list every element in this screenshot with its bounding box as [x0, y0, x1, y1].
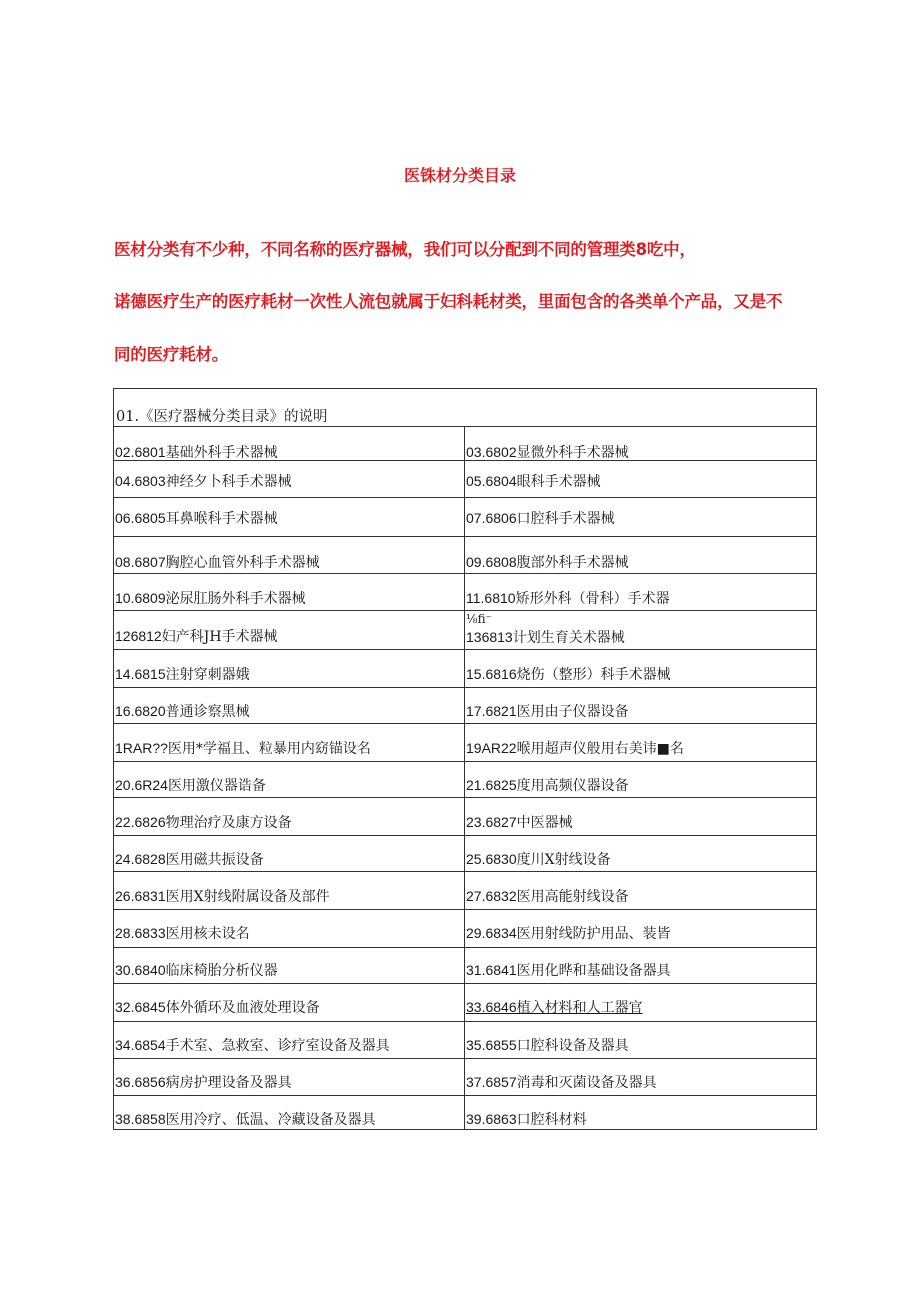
entry-name: 度用高频仪器设备 [516, 778, 629, 794]
entry-name: 手术室、急救室、诊疗室设备及器具 [165, 1038, 390, 1054]
entry-code: 33.6846 [466, 999, 517, 1015]
entry-code: 30.6840 [115, 962, 166, 978]
row-separator [114, 723, 816, 724]
catalog-entry-right [466, 1111, 587, 1128]
catalog-entry-right [466, 666, 671, 683]
entry-code: 14.6815 [115, 666, 166, 682]
row-separator [114, 761, 816, 762]
entry-name: 喉用超声仪般用右美讳■名 [516, 741, 684, 757]
catalog-entry-left [115, 851, 264, 868]
catalog-entry-left [115, 554, 320, 571]
entry-code: 22.6826 [115, 814, 166, 830]
entry-code: 04.6803 [115, 473, 166, 489]
catalog-entry-right [466, 740, 684, 757]
entry-name: 胸腔心血管外科手术器械 [165, 555, 320, 571]
entry-name: 眼科手术器械 [516, 474, 601, 490]
entry-code: 32.6845 [115, 999, 166, 1015]
catalog-entry-right [466, 888, 629, 905]
catalog-entry-left [115, 1111, 376, 1128]
entry-name: 神经夕卜科手术器械 [165, 474, 292, 490]
entry-name: 口腔科材料 [516, 1112, 587, 1128]
entry-code: 35.6855 [466, 1037, 517, 1053]
catalog-entry-left [115, 740, 371, 757]
entry-code: 16.6820 [115, 703, 166, 719]
entry-code: 28.6833 [115, 925, 166, 941]
catalog-entry-left [115, 888, 330, 905]
catalog-entry-right [466, 473, 601, 490]
intro-line-2: 诺德医疗生产的医疗耗材一次性人流包就属于妇科耗材类，里面包含的各类单个产品，又是不 [114, 292, 783, 311]
entry-code: 05.6804 [466, 473, 517, 489]
entry-code: 1RAR?? [115, 740, 168, 756]
entry-code: 37.6857 [466, 1074, 517, 1090]
row-separator [114, 797, 816, 798]
entry-code: 27.6832 [466, 888, 517, 904]
entry-name: 矫形外科（骨科）手术器 [515, 591, 670, 607]
row-separator [114, 835, 816, 836]
entry-code: 126812 [115, 628, 162, 644]
catalog-table [113, 388, 817, 1130]
entry-name: 度川X射线设备 [516, 852, 611, 868]
catalog-entry-right [466, 590, 670, 607]
catalog-entry-left [115, 444, 278, 461]
entry-name: 口腔科设备及器具 [516, 1038, 629, 1054]
entry-name: 耳鼻喉科手术器械 [165, 511, 278, 527]
entry-code: 09.6808 [466, 554, 517, 570]
entry-code: 29.6834 [466, 925, 517, 941]
catalog-entry-right [466, 510, 615, 527]
catalog-entry-left [115, 473, 292, 490]
row-separator [114, 573, 816, 574]
catalog-entry-left [115, 628, 278, 645]
entry-code: 15.6816 [466, 666, 517, 682]
entry-code: 36.6856 [115, 1074, 166, 1090]
entry-name: 医用*学福且、粒暴用内窈锚设名 [167, 741, 371, 757]
entry-code: 136813 [466, 629, 513, 645]
entry-name: 临床椅胎分析仪器 [165, 963, 278, 979]
entry-code: 02.6801 [115, 444, 166, 460]
row-separator [114, 497, 816, 498]
entry-name: 显微外科手术器械 [516, 445, 629, 461]
entry-name: 基础外科手术器械 [165, 445, 278, 461]
entry-code: 06.6805 [115, 510, 166, 526]
entry-code: 31.6841 [466, 962, 517, 978]
catalog-header-text: 01.《医疗器械分类目录》的说明 [116, 409, 328, 425]
entry-code: 21.6825 [466, 777, 517, 793]
row-separator [114, 610, 816, 611]
entry-name: 烧伤（整形）科手术器械 [516, 667, 671, 683]
row-separator [114, 1095, 816, 1096]
catalog-entry-left [115, 999, 320, 1016]
entry-name: 物理治疗及康方设备 [165, 815, 292, 831]
entry-name: 医用核未设名 [165, 926, 250, 942]
catalog-entry-left [115, 925, 250, 942]
entry-name: 泌尿肛肠外科手术器械 [165, 591, 306, 607]
entry-code: 20.6R24 [115, 777, 168, 793]
entry-name: 医用高能射线设备 [516, 889, 629, 905]
catalog-entry-left [115, 510, 278, 527]
entry-code: 34.6854 [115, 1037, 166, 1053]
entry-name: 腹部外科手术器械 [516, 555, 629, 571]
catalog-entry-right [466, 554, 629, 571]
catalog-entry-right [466, 1074, 657, 1091]
entry-name: 医用化晔和基础设备器具 [516, 963, 671, 979]
catalog-entry-right [466, 444, 629, 461]
catalog-entry-right [466, 999, 643, 1016]
entry-name: 注射穿刺器娥 [165, 667, 250, 683]
catalog-entry-left [115, 814, 292, 831]
entry-code: 17.6821 [466, 703, 517, 719]
catalog-entry-right [466, 777, 629, 794]
row-separator [114, 1021, 816, 1022]
catalog-entry-right [466, 925, 671, 942]
catalog-entry-left [115, 1037, 390, 1054]
entry-name: 体外循环及血液处理设备 [165, 1000, 320, 1016]
entry-name: 医用X射线附属设备及部件 [165, 889, 330, 905]
row-separator [114, 1058, 816, 1059]
catalog-entry-left [115, 1074, 292, 1091]
entry-code: 08.6807 [115, 554, 166, 570]
entry-fragment: ⅛fi⁻ [466, 612, 492, 626]
catalog-entry-right [466, 814, 573, 831]
entry-name: 医用激仪器诰备 [167, 778, 266, 794]
entry-name: 普通诊察黑械 [165, 704, 250, 720]
entry-name: 中医器械 [516, 815, 573, 831]
catalog-entry-left [115, 777, 266, 794]
entry-code: 25.6830 [466, 851, 517, 867]
catalog-entry-right [466, 1037, 629, 1054]
entry-name: 妇产科JH手术器械 [161, 629, 278, 645]
entry-code: 10.6809 [115, 590, 166, 606]
catalog-entry-right [466, 703, 629, 720]
entry-code: 07.6806 [466, 510, 517, 526]
row-separator [114, 687, 816, 688]
entry-code: 11.6810 [466, 590, 516, 606]
row-separator [114, 909, 816, 910]
catalog-entry-left [115, 666, 250, 683]
intro-line-1: 医材分类有不少种，不同名称的医疗器械，我们可以分配到不同的管理类8吃中， [114, 240, 696, 259]
entry-name: 医用射线防护用品、装皆 [516, 926, 671, 942]
entry-name: 医用冷疗、低温、冷藏设备及器具 [165, 1112, 376, 1128]
row-separator [114, 947, 816, 948]
entry-code: 03.6802 [466, 444, 517, 460]
entry-name: 口腔科手术器械 [516, 511, 615, 527]
catalog-entry-left [115, 703, 250, 720]
row-separator [114, 536, 816, 537]
catalog-entry-left [115, 590, 306, 607]
entry-code: 26.6831 [115, 888, 166, 904]
entry-name: 病房护理设备及器具 [165, 1075, 292, 1091]
catalog-entry-right [466, 962, 671, 979]
entry-code: 39.6863 [466, 1111, 517, 1127]
entry-code: 38.6858 [115, 1111, 166, 1127]
entry-name: 植入材料和人工器官 [516, 1000, 643, 1016]
row-separator [114, 649, 816, 650]
intro-line-3: 同的医疗耗材。 [114, 345, 229, 364]
entry-code: 19AR22 [466, 740, 517, 756]
clipped-entry [466, 629, 814, 646]
entry-name: 计划生育关术器械 [512, 630, 625, 646]
catalog-entry-right [466, 851, 611, 868]
catalog-header-row [114, 389, 816, 427]
entry-name: 医用由子仪器设备 [516, 704, 629, 720]
catalog-entry-left [115, 962, 278, 979]
catalog-entry-right [466, 629, 625, 646]
entry-code: 24.6828 [115, 851, 166, 867]
entry-code: 23.6827 [466, 814, 517, 830]
entry-name: 消毒和灭菌设备及器具 [516, 1075, 657, 1091]
column-divider [464, 427, 465, 1129]
entry-name: 医用磁共振设备 [165, 852, 264, 868]
row-separator [114, 871, 816, 872]
page-title: 医铢材分类目录 [403, 166, 516, 185]
row-separator [114, 983, 816, 984]
